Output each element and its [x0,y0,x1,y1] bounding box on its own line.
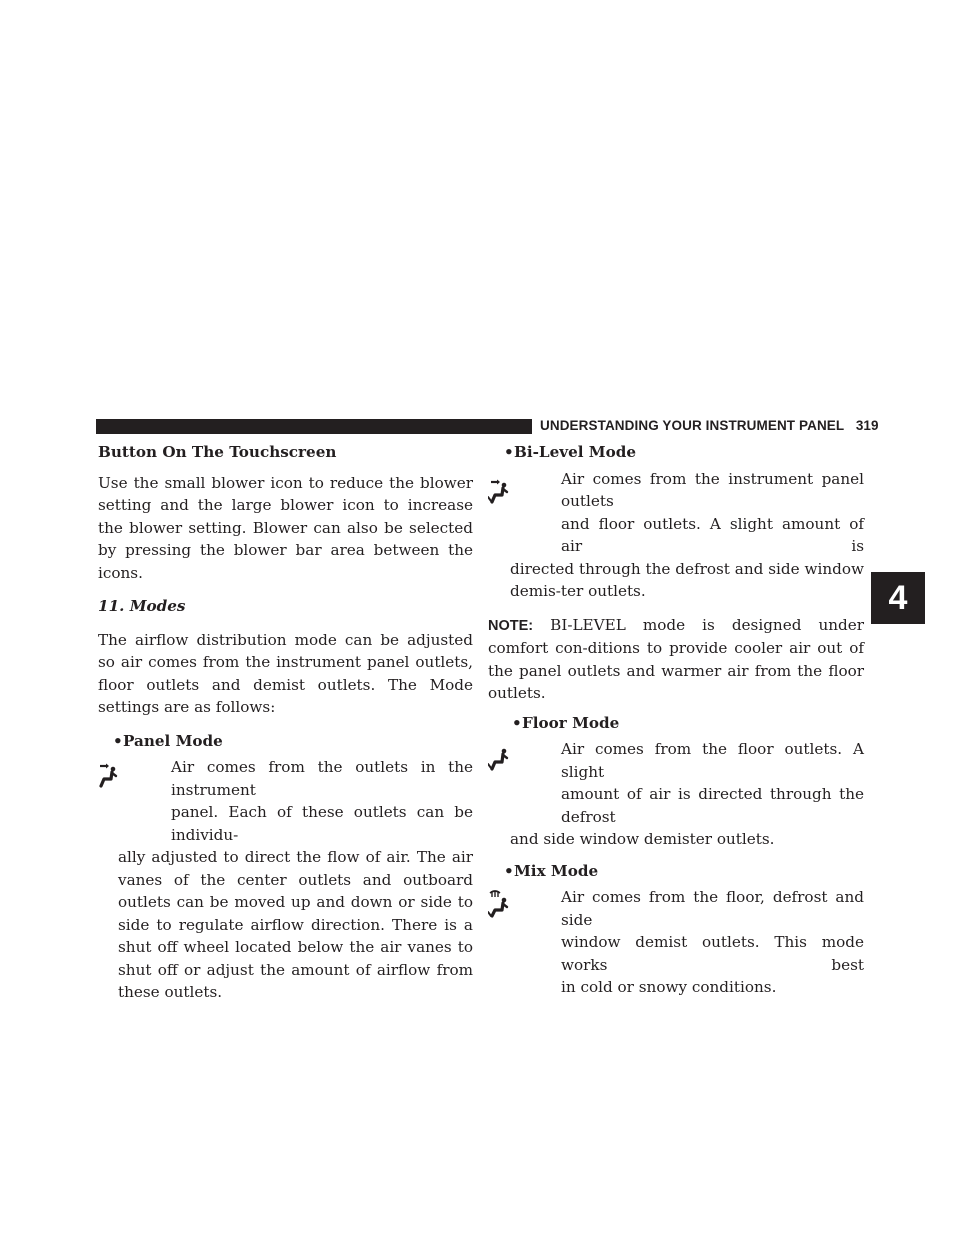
note-paragraph [488,614,864,705]
floor-mode-text-line1: Air comes from the floor outlets. A slight [561,740,864,781]
floor-mode-text-line2: amount of air is directed through the defrost [561,785,864,826]
mix-mode-text-indent [488,886,864,999]
panel-mode-label: Panel Mode [123,731,223,750]
mix-mode-label: Mix Mode [514,861,599,880]
header-title: UNDERSTANDING YOUR INSTRUMENT PANEL [540,418,845,433]
panel-mode-heading: •Panel Mode [113,731,223,750]
panel-mode-text-line1: Air comes from the outlets in the instrument [171,758,473,799]
modes-paragraph: The airflow distribution mode can be adjusted so air comes from the instrument panel outlets, floor outlets and demist outlets. The Mode settings are as follows: [98,630,473,716]
mix-mode-text-line3: in cold or snowy conditions. [561,978,777,996]
running-header [540,418,879,433]
floor-mode-block [488,738,864,851]
bilevel-mode-block [488,468,864,603]
bilevel-mode-text-line1: Air comes from the instrument panel outlets [561,469,864,510]
blower-paragraph: Use the small blower icon to reduce the blower setting and the large blower icon to increase the blower setting. Blower can also be selected by pressing the blower bar area between the icons. [98,473,473,582]
floor-mode-text-rest: and side window demister outlets. [510,830,775,848]
panel-mode-block [98,756,473,1004]
right-column [488,441,864,1010]
floor-mode-label: Floor Mode [522,713,620,732]
note-text: BI-LEVEL mode is designed under comfort con-ditions to provide cooler air out of the panel outlets and warmer air from the floor outlets. [488,615,865,702]
bilevel-mode-text-rest: directed through the defrost and side window demis-ter outlets. [510,559,864,600]
section-title: 11. Modes [98,597,186,615]
mix-mode-text-line2: window demist outlets. This mode works best [561,933,864,974]
header-rule [96,419,532,434]
floor-mode-text-indent [488,738,864,828]
subheading: Button On The Touchscreen [98,443,337,461]
mix-mode-text-line1: Air comes from the floor, defrost and side [561,888,864,929]
bilevel-mode-text-indent [488,468,864,558]
floor-mode-icon [488,746,514,772]
panel-mode-text-rest: ally adjusted to direct the flow of air. The air vanes of the center outlets and outboard outlets can be moved up and down or side to side to regulate airflow direction. There is a shut off wheel located below the air vanes to shut off or adjust the amount of airflow from these outlets. [118,848,473,1001]
floor-mode-heading: •Floor Mode [512,713,620,732]
bilevel-mode-icon [488,478,514,504]
bilevel-mode-label: Bi-Level Mode [514,443,637,461]
mix-mode-heading: •Mix Mode [504,861,599,880]
left-column [98,441,473,1015]
bilevel-mode-text-line2: and floor outlets. A slight amount of air is [561,514,864,555]
panel-mode-text-line2: panel. Each of these outlets can be individu- [171,803,473,844]
mix-mode-icon [488,888,514,914]
chapter-tab: 4 [871,572,925,624]
note-label: NOTE: [488,617,534,634]
bilevel-mode-heading: •Bi-Level Mode [504,443,637,461]
panel-mode-text-indent [98,756,473,846]
panel-mode-icon [98,762,124,788]
mix-mode-block [488,886,864,999]
page-number: 319 [855,418,879,433]
